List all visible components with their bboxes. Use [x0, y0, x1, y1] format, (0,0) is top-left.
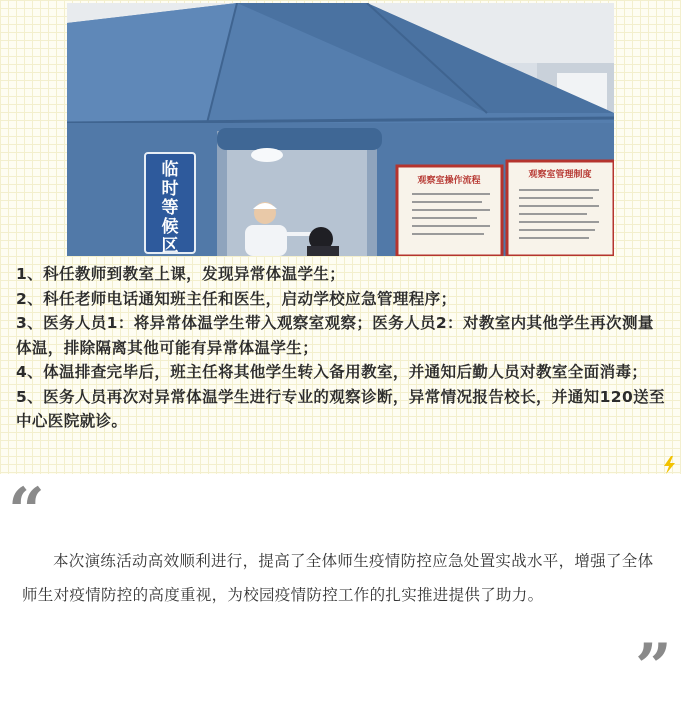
drill-steps-list — [16, 262, 666, 434]
board-left-title: 观察室操作流程 — [417, 176, 481, 186]
summary-paragraph — [22, 544, 662, 612]
sign-char-4: 候 — [161, 217, 179, 237]
summary-text: 本次演练活动高效顺利进行，提高了全体师生疫情防控应急处置实战水平，增强了全体师生对疫情防控的高度重视，为校园疫情防控工作的扎实推进提供了助力。 — [22, 552, 654, 604]
step-item: 2、科任老师电话通知班主任和医生，启动学校应急管理程序； — [16, 289, 457, 308]
step-item: 5、医务人员再次对异常体温学生进行专业的观察诊断，异常情况报告校长，并通知120送至中心医院就诊。 — [16, 387, 665, 430]
close-quote-icon: ” — [635, 630, 672, 705]
sign-char-3: 等 — [161, 198, 179, 218]
step-item: 1、科任教师到教室上课，发现异常体温学生； — [16, 265, 346, 283]
sign-char-1: 临 — [161, 160, 179, 180]
sign-char-2: 时 — [161, 179, 179, 199]
tent-photo — [67, 3, 614, 256]
step-item: 4、体温排查完毕后，班主任将其他学生转入备用教室，并通知后勤人员对教室全面消毒； — [16, 363, 648, 381]
tent-illustration — [67, 3, 614, 256]
lightning-icon — [662, 456, 676, 474]
sign-char-5: 区 — [161, 236, 179, 256]
step-item: 3、医务人员1：将异常体温学生带入观察室观察；医务人员2：对教室内其他学生再次测量体温，排除隔离其他可能有异常体温学生； — [16, 314, 654, 357]
board-right-title: 观察室管理制度 — [528, 170, 592, 180]
open-quote-icon: “ — [8, 474, 45, 549]
